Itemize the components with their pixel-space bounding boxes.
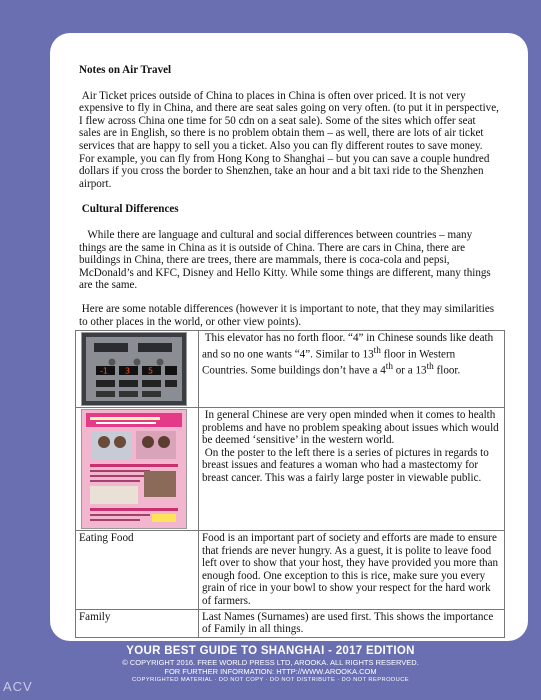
cultural-paragraph-1: While there are language and cultural and social differences between countries – many things are the same in China as it is outside of China. There are cars in China, there are buildings in China, there are trees, there are mammals, there is coca-cola and pepsi, McDonald’s and KFC, Disney and Hello Kitty. While some things are different, many things are the same. <box>79 228 491 292</box>
elevator-description: This elevator has no forth floor. “4” in Chinese sounds like death and so no one wants “4”. Similar to 13th floor in Western Countries. Some buildings don’t have a 4th or a 13th floor. <box>199 331 505 408</box>
footer-info: FOR FURTHER INFORMATION: HTTP://WWW.AROOKA.COM <box>164 667 377 676</box>
document-page <box>50 33 528 641</box>
row-label: Eating Food <box>76 531 199 610</box>
footer-copyright: © COPYRIGHT 2016. FREE WORLD PRESS LTD, AROOKA. ALL RIGHTS RESERVED. <box>122 658 419 667</box>
air-travel-paragraph: Air Ticket prices outside of China to places in China is often over priced. It is not very expensive to fly in China, and there are seat sales going on very often. (to put it in perspective, I flew across China one time for 50 cdn on a seat sale). Some of the sites which offer seat sales are in English, so there is no problem obtain them – as well, there are lots of air ticket services that are happy to sell you a ticket. Also you can fly different routes to save money. For example, you can fly from Hong Kong to Shanghai – but you can save a couple hundred dollars if you cross the border to Shenzhen, take an hour and a bit taxi ride to the Shenzhen airport. <box>79 89 499 190</box>
row-label: Family <box>76 609 199 637</box>
health-poster-image <box>81 409 187 529</box>
differences-table <box>75 330 505 638</box>
poster-photo-cell <box>76 408 199 531</box>
table-row <box>76 331 505 408</box>
table-row <box>76 609 505 637</box>
eating-food-description: Food is an important part of society and efforts are made to ensure that friends are never hungry. As a guest, it is polite to leave food left over to show that your host, they have provided you more than enough food. One exception to this is rice, make sure you every grain of rice in your bowl to show your respect for the hard work of farmers. <box>199 531 505 610</box>
cultural-paragraph-2: Here are some notable differences (however it is important to note, that they may similarities to other places in the world, or other view points). <box>79 302 495 328</box>
document-body <box>79 64 499 328</box>
panel-number: -1 <box>100 366 108 376</box>
table-row <box>76 531 505 610</box>
cultural-heading: Cultural Differences <box>81 203 179 216</box>
air-travel-heading: Notes on Air Travel <box>79 64 172 76</box>
table-row <box>76 408 505 531</box>
footer-notice: COPYRIGHTED MATERIAL · DO NOT COPY · DO NOT DISTRIBUTE · DO NOT REPRODUCE <box>131 677 410 683</box>
elevator-panel-image <box>81 332 187 406</box>
elevator-photo-cell <box>76 331 199 408</box>
family-description: Last Names (Surnames) are used first. This shows the importance of Family in all things. <box>199 609 505 637</box>
panel-number: 5 <box>148 366 154 376</box>
poster-description: In general Chinese are very open minded when it comes to health problems and have no problem speaking about issues which would be deemed ‘sensitive’ in the western world. On the poster to the left there is a series of pictures in regards to breast issues and features a woman who had a mastectomy for breast cancer. This was a fairly large poster in viewable public. <box>199 408 505 531</box>
footer <box>0 645 541 684</box>
footer-title: YOUR BEST GUIDE TO SHANGHAI - 2017 EDITION <box>126 645 415 657</box>
panel-number: 3 <box>125 366 131 376</box>
corner-mark: ACV <box>3 679 33 694</box>
